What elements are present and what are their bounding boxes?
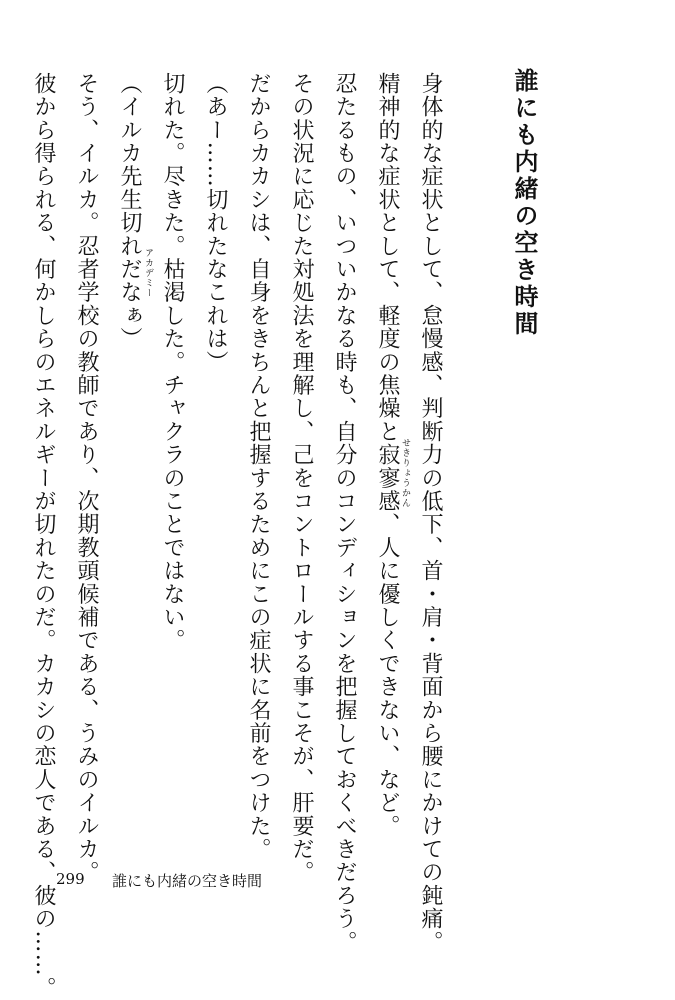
page-number: 299	[56, 870, 85, 888]
text-line: 彼から得られる、何かしらのエネルギーが切れたのだ。カカシの恋人である、彼の……。	[31, 72, 56, 1000]
text-line: その状況に応じた対処法を理解し、己をコントロールする事こそが、肝要だ。	[289, 72, 314, 884]
ruby-academy: アカデミー	[143, 248, 153, 298]
text-line: そう、イルカ。忍者学校の教師であり、次期教頭候補である、うみのイルカ。	[74, 72, 99, 884]
text-line: 忍たるもの、いついかなる時も、自分のコンディションを把握しておくべきだろう。	[332, 72, 357, 954]
text-line: 身体的な症状として、怠慢感、判断力の低下、首・肩・背面から腰にかけての鈍痛。	[418, 72, 443, 954]
text-line: 切れた。尽きた。枯渇した。チャクラのことではない。	[160, 72, 185, 652]
text-line: だからカカシは、自身をきちんと把握するためにこの症状に名前をつけた。	[246, 72, 271, 861]
running-title: 誰にも内緒の空き時間	[112, 872, 263, 890]
chapter-title: 誰にも内緒の空き時間	[510, 68, 538, 338]
ruby-sekiryoukan: せきりょうかん	[400, 438, 410, 508]
text-line: （あー……切れたなこれは）	[203, 72, 228, 374]
text-line: 精神的な症状として、軽度の焦燥と寂寥感、人に優しくできない、など。	[375, 72, 400, 838]
text-line: （イルカ先生切れだなぁ）	[117, 72, 142, 351]
